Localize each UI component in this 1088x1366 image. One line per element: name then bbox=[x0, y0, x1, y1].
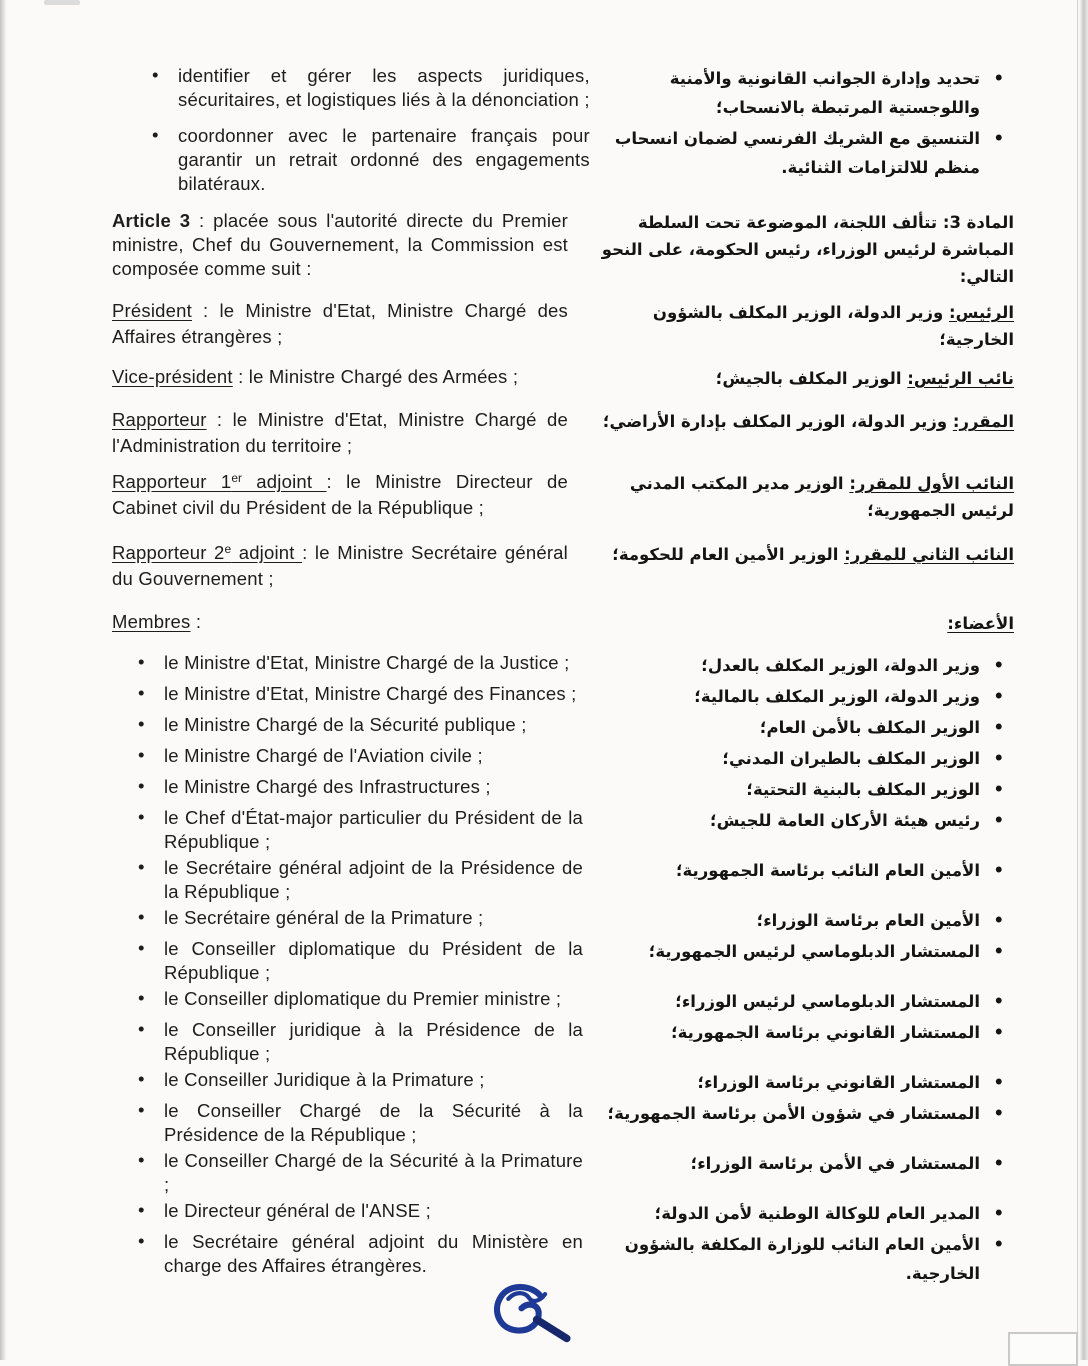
role-label-ar: نائب الرئيس: bbox=[907, 369, 1014, 388]
member-item-ar: • الأمين العام النائب برئاسة الجمهورية؛ bbox=[583, 856, 1014, 885]
member-item-fr: • le Conseiller Juridique à la Primature ; bbox=[112, 1068, 583, 1092]
role-label-fr: Rapporteur bbox=[112, 409, 207, 430]
article-3-body-fr: : placée sous l'autorité directe du Premier ministre, Chef du Gouvernement, la Commission est composée comme suit : bbox=[112, 210, 568, 279]
members-heading-fr: Membres bbox=[112, 611, 191, 632]
member-item-fr: • le Conseiller Chargé de la Sécurité à la Primature ; bbox=[112, 1149, 583, 1197]
member-item-fr: • le Directeur général de l'ANSE ; bbox=[112, 1199, 583, 1223]
member-item-fr: • le Secrétaire général de la Primature ; bbox=[112, 906, 583, 930]
member-item-ar: • الأمين العام برئاسة الوزراء؛ bbox=[583, 906, 1014, 935]
bullet-item-ar: • التنسيق مع الشريك الفرنسي لضمان انسحاب منظم للالتزامات الثنائية. bbox=[590, 124, 1014, 182]
member-item-ar: • وزير الدولة، الوزير المكلف بالمالية؛ bbox=[583, 682, 1014, 711]
member-item-fr: • le Chef d'État-major particulier du Président de la République ; bbox=[112, 806, 583, 854]
member-item-ar: • رئيس هيئة الأركان العامة للجيش؛ bbox=[583, 806, 1014, 835]
role-label-fr: Rapporteur 1er adjoint bbox=[112, 471, 327, 492]
member-item-fr: • le Conseiller juridique à la Présidence de la République ; bbox=[112, 1018, 583, 1066]
member-item-ar: • المستشار الدبلوماسي لرئيس الوزراء؛ bbox=[583, 987, 1014, 1016]
handwritten-paraph bbox=[486, 1280, 574, 1346]
role-row-vice-president bbox=[112, 365, 1014, 392]
role-row-president bbox=[112, 299, 1014, 353]
member-item-ar: • الوزير المكلف بالطيران المدني؛ bbox=[583, 744, 1014, 773]
article-3-paragraph-fr bbox=[112, 209, 568, 281]
article-3-label-fr: Article 3 bbox=[112, 210, 191, 231]
article-3-label-ar: المادة 3: bbox=[942, 213, 1014, 232]
article-3-paragraph-ar bbox=[582, 209, 1014, 290]
member-item-fr: • le Conseiller Chargé de la Sécurité à la Présidence de la République ; bbox=[112, 1099, 583, 1147]
member-item-fr: • le Ministre Chargé de la Sécurité publique ; bbox=[112, 713, 583, 737]
role-label-fr: Vice-président bbox=[112, 366, 233, 387]
role-body-fr: : le Ministre d'Etat, Ministre Chargé de l'Administration du territoire ; bbox=[112, 409, 568, 456]
member-item-fr: • le Ministre d'Etat, Ministre Chargé des Finances ; bbox=[112, 682, 583, 706]
member-row bbox=[112, 1199, 1014, 1228]
member-row bbox=[112, 906, 1014, 935]
member-item-fr: • le Conseiller diplomatique du Premier ministre ; bbox=[112, 987, 583, 1011]
member-item-fr: • le Secrétaire général adjoint du Ministère en charge des Affaires étrangères. bbox=[112, 1230, 583, 1278]
member-item-ar: • الوزير المكلف بالأمن العام؛ bbox=[583, 713, 1014, 742]
member-row bbox=[112, 775, 1014, 804]
role-body-ar: وزير الدولة، الوزير المكلف بالشؤون الخارجية؛ bbox=[652, 303, 1014, 349]
role-label-ar: النائب الأول للمقرر: bbox=[849, 474, 1014, 493]
role-body-fr: : le Ministre Directeur de Cabinet civil du Président de la République ; bbox=[112, 471, 568, 518]
role-label-fr: Rapporteur 2e adjoint bbox=[112, 542, 303, 563]
member-row bbox=[112, 987, 1014, 1016]
bullet-row bbox=[112, 124, 1014, 196]
article-3-row bbox=[112, 209, 1014, 290]
role-label-ar: النائب الثاني للمقرر: bbox=[844, 545, 1014, 564]
role-body-fr: : le Ministre Chargé des Armées ; bbox=[232, 366, 519, 387]
member-row bbox=[112, 1018, 1014, 1066]
member-item-fr: • le Secrétaire général adjoint de la Présidence de la République ; bbox=[112, 856, 583, 904]
role-label-ar: المقرر: bbox=[952, 412, 1014, 431]
member-item-fr: • le Ministre d'Etat, Ministre Chargé de la Justice ; bbox=[112, 651, 583, 675]
bullet-item-fr: • coordonner avec le partenaire français pour garantir un retrait ordonné des engagements bilatéraux. bbox=[112, 124, 590, 196]
member-item-ar: • الوزير المكلف بالبنية التحتية؛ bbox=[583, 775, 1014, 804]
member-row bbox=[112, 1099, 1014, 1147]
member-row bbox=[112, 806, 1014, 854]
member-row bbox=[112, 651, 1014, 680]
member-row bbox=[112, 713, 1014, 742]
role-body-ar: الوزير مدير المكتب المدني لرئيس الجمهورية؛ bbox=[629, 474, 1014, 520]
role-label-ar: الرئيس: bbox=[949, 303, 1014, 322]
role-body-ar: الوزير الأمين العام للحكومة؛ bbox=[612, 545, 845, 564]
bullet-item-fr: • identifier et gérer les aspects juridiques, sécuritaires, et logistiques liés à la dénonciation ; bbox=[112, 64, 590, 112]
member-row bbox=[112, 856, 1014, 904]
member-item-ar: • المستشار القانوني برئاسة الجمهورية؛ bbox=[583, 1018, 1014, 1047]
member-item-ar: • المستشار في شؤون الأمن برئاسة الجمهورية؛ bbox=[583, 1099, 1014, 1128]
member-item-ar: • المدير العام للوكالة الوطنية لأمن الدولة؛ bbox=[583, 1199, 1014, 1228]
role-body-ar: الوزير المكلف بالجيش؛ bbox=[715, 369, 908, 388]
role-body-fr: : le Ministre d'Etat, Ministre Chargé des Affaires étrangères ; bbox=[112, 300, 568, 347]
role-row-rapporteur bbox=[112, 408, 1014, 458]
member-item-fr: • le Conseiller diplomatique du Président de la République ; bbox=[112, 937, 583, 985]
role-row-rapporteur-2e-adjoint bbox=[112, 541, 1014, 591]
members-heading-ar: الأعضاء: bbox=[947, 614, 1014, 633]
role-row-rapporteur-1er-adjoint bbox=[112, 470, 1014, 524]
member-row bbox=[112, 682, 1014, 711]
member-row bbox=[112, 937, 1014, 985]
member-item-ar: • وزير الدولة، الوزير المكلف بالعدل؛ bbox=[583, 651, 1014, 680]
member-row bbox=[112, 1068, 1014, 1097]
member-item-ar: • المستشار في الأمن برئاسة الوزراء؛ bbox=[583, 1149, 1014, 1178]
member-row bbox=[112, 744, 1014, 773]
member-item-fr: • le Ministre Chargé des Infrastructures ; bbox=[112, 775, 583, 799]
member-row bbox=[112, 1149, 1014, 1197]
role-body-fr: : le Ministre Secrétaire général du Gouvernement ; bbox=[112, 542, 568, 589]
member-item-ar: • المستشار الدبلوماسي لرئيس الجمهورية؛ bbox=[583, 937, 1014, 966]
scan-corner-artifact bbox=[1008, 1332, 1078, 1366]
members-heading-row: Membres : الأعضاء: bbox=[112, 611, 1014, 633]
bullet-row bbox=[112, 64, 1014, 122]
member-item-ar: • المستشار القانوني برئاسة الوزراء؛ bbox=[583, 1068, 1014, 1097]
role-body-ar: وزير الدولة، الوزير المكلف بإدارة الأراضي؛ bbox=[602, 412, 953, 431]
article-3-body-ar: تتألف اللجنة، الموضوعة تحت السلطة المباشرة لرئيس الوزراء، رئيس الحكومة، على النحو التالي: bbox=[601, 213, 1014, 286]
role-label-fr: Président bbox=[112, 300, 192, 321]
member-item-fr: • le Ministre Chargé de l'Aviation civile ; bbox=[112, 744, 583, 768]
member-item-ar: • الأمين العام النائب للوزارة المكلفة بالشؤون الخارجية. bbox=[583, 1230, 1014, 1288]
bullet-item-ar: • تحديد وإدارة الجوانب القانونية والأمنية واللوجستية المرتبطة بالانسحاب؛ bbox=[590, 64, 1014, 122]
